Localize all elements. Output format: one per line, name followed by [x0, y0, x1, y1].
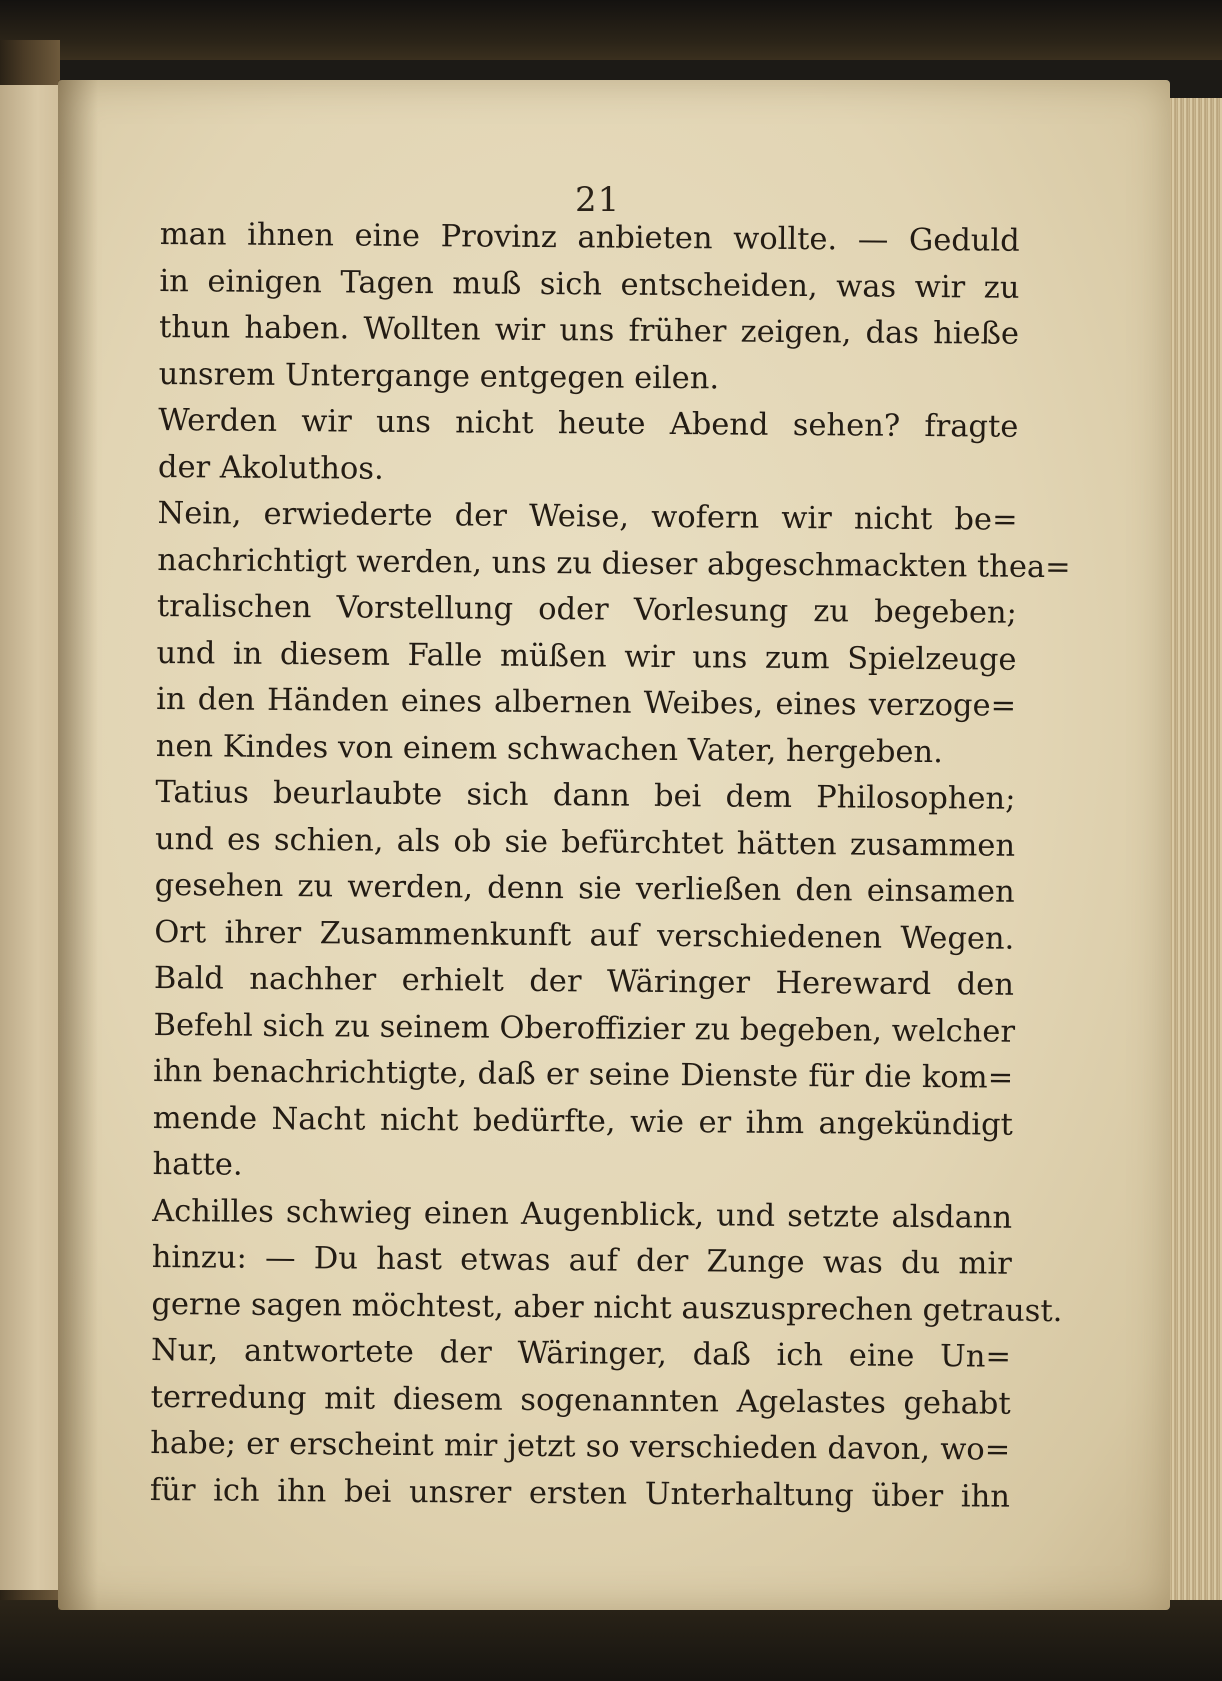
paragraph [151, 1188, 1063, 1334]
text-line: hatte. [152, 1146, 243, 1183]
text-line: ihn benachrichtigte, daß er seine Dienste für die kom= [153, 1053, 1014, 1096]
text-line: und es schien, als ob sie befürchtet hätten zusammen [154, 821, 1016, 864]
text-line: der Akoluthos. [157, 449, 384, 487]
text-line: man ihnen eine Provinz anbieten wollte. — Geduld [159, 216, 1020, 259]
book-cover-bottom [0, 1600, 1222, 1681]
text-line: nen Kindes von einem schwachen Vater, hergeben. [155, 728, 943, 770]
text-line: terredung mit diesem sogenannten Agelastes gehabt [150, 1379, 1011, 1422]
text-line: Bald nachher erhielt der Wäringer Hereward den [153, 960, 1015, 1003]
text-line: Ort ihrer Zusammenkunft auf verschiedenen Wegen. [154, 914, 1015, 957]
text-line: Nur, antwortete der Wäringer, daß ich eine Un= [150, 1332, 1012, 1375]
text-line: für ich ihn bei unsrer ersten Unterhaltung über ihn [149, 1472, 1011, 1515]
page-text [149, 212, 1071, 1521]
text-line: hinzu: — Du hast etwas auf der Zunge was du mir [151, 1239, 1012, 1282]
text-line: Befehl sich zu seinem Oberoffizier zu begeben, welcher [153, 1007, 1016, 1050]
text-line: habe; er erscheint mir jetzt so verschieden davon, wo= [150, 1425, 1011, 1468]
text-line: in den Händen eines albernen Weibes, eines verzoge= [156, 681, 1017, 724]
text-line: mende Nacht nicht bedürfte, wie er ihm angekündigt [152, 1100, 1013, 1143]
text-line: und in diesem Falle müßen wir uns zum Spielzeuge [156, 635, 1017, 678]
text-line: gesehen zu werden, denn sie verließen den einsamen [154, 867, 1015, 910]
gutter-shadow [58, 80, 98, 1610]
paragraph [158, 398, 1019, 498]
text-line: Achilles schwieg einen Augenblick, und setzte alsdann [152, 1193, 1013, 1236]
paragraph [152, 770, 1015, 1195]
book-cover-top [0, 0, 1222, 60]
text-line: Tatius beurlaubte sich dann bei dem Philosophen; [155, 774, 1016, 817]
paragraph [150, 1328, 1011, 1521]
paragraph [155, 491, 1071, 777]
text-line: gerne sagen möchtest, aber nicht auszusprechen getraust. [151, 1286, 1063, 1329]
text-line: in einigen Tagen muß sich entscheiden, was wir zu [159, 263, 1020, 306]
text-line: Werden wir uns nicht heute Abend sehen? fragte [158, 402, 1019, 445]
page-number: 21 [575, 180, 621, 220]
paragraph [159, 212, 1020, 405]
text-line: unsrem Untergange entgegen eilen. [158, 356, 720, 396]
text-line: Nein, erwiederte der Weise, wofern wir nicht be= [157, 495, 1018, 538]
text-line: tralischen Vorstellung oder Vorlesung zu begeben; [156, 588, 1018, 631]
text-line: thun haben. Wollten wir uns früher zeigen, das hieße [158, 309, 1020, 352]
text-line: nachrichtigt werden, uns zu dieser abgeschmackten thea= [157, 542, 1071, 585]
